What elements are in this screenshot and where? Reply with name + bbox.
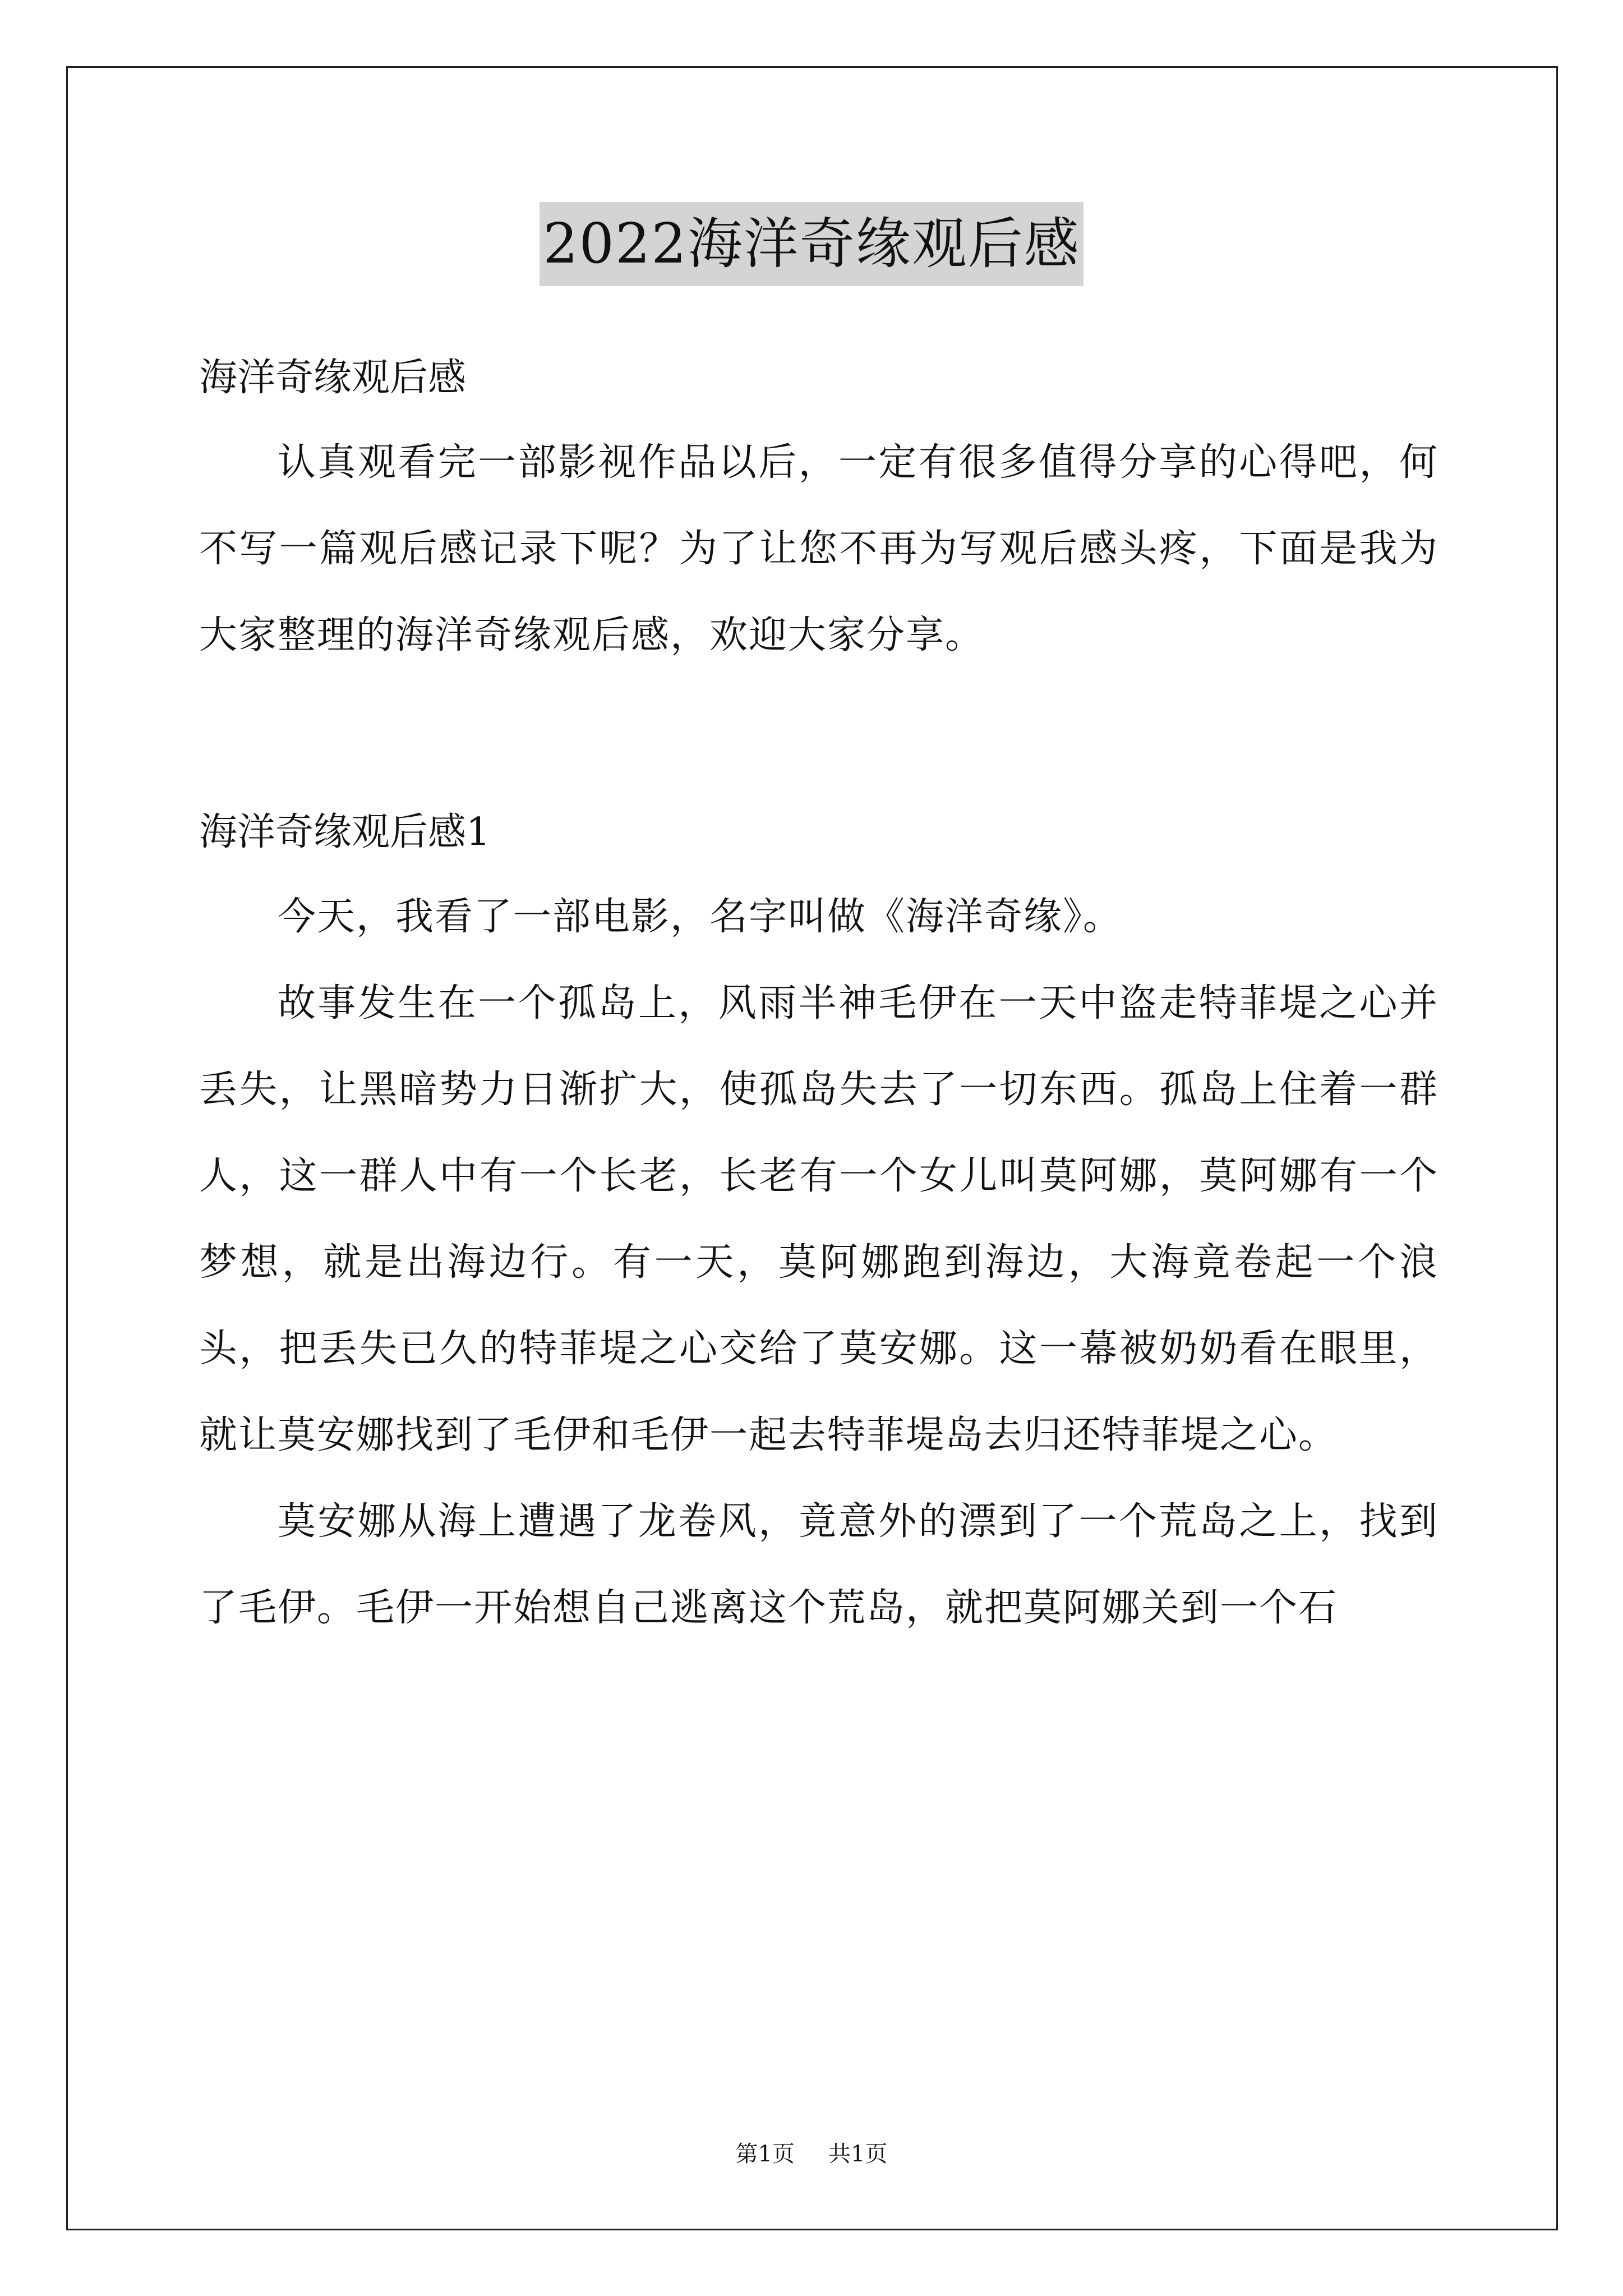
- spacer: [199, 679, 1438, 791]
- title-container: [0, 202, 1623, 286]
- document-body: [199, 337, 1438, 1651]
- page-number-current: 第1页: [735, 2141, 795, 2167]
- body-paragraph: 今天，我看了一部电影，名字叫做《海洋奇缘》。: [278, 895, 1123, 939]
- section-heading: 海洋奇缘观后感1: [199, 810, 491, 854]
- intro-heading: 海洋奇缘观后感: [199, 356, 467, 400]
- body-paragraph: 故事发生在一个孤岛上，风雨半神毛伊在一天中盗走特菲堤之心并丢失，让黑暗势力日渐扩大，使孤岛失去了一切东西。孤岛上住着一群人，这一群人中有一个长老，长老有一个女儿叫莫阿娜，莫阿娜有一个梦想，就是出海边行。有一天，莫阿娜跑到海边，大海竟卷起一个浪头，把丢失已久的特菲堤之心交给了莫安娜。这一幕被奶奶看在眼里，就让莫安娜找到了毛伊和毛伊一起去特菲堤岛去归还特菲堤之心。: [199, 981, 1438, 1457]
- body-paragraph: 莫安娜从海上遭遇了龙卷风，竟意外的漂到了一个荒岛之上，找到了毛伊。毛伊一开始想自己逃离这个荒岛，就把莫阿娜关到一个石: [199, 1499, 1438, 1630]
- page-footer: [0, 2137, 1623, 2171]
- document-title: 2022海洋奇缘观后感: [540, 202, 1083, 286]
- page-number-total: 共1页: [828, 2141, 888, 2167]
- intro-paragraph: 认真观看完一部影视作品以后，一定有很多值得分享的心得吧，何不写一篇观后感记录下呢？为了让您不再为写观后感头疼，下面是我为大家整理的海洋奇缘观后感，欢迎大家分享。: [199, 440, 1438, 657]
